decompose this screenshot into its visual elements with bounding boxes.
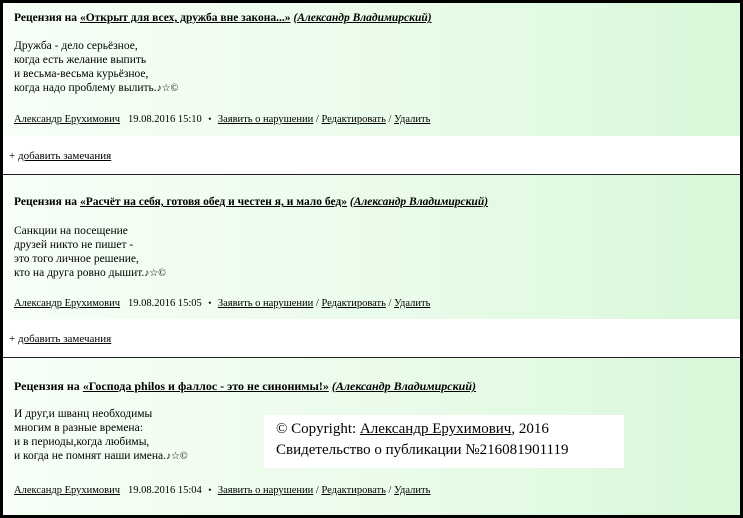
report-violation-link[interactable]: Заявить о нарушении xyxy=(217,485,314,496)
work-author-link[interactable]: (Александр Владимирский) xyxy=(331,379,477,393)
work-title-link[interactable]: «Господа philos и фаллос - это не синонимы!» xyxy=(82,379,329,393)
link-separator: / xyxy=(313,298,322,309)
review-prefix: Рецензия на xyxy=(14,12,80,24)
link-separator: / xyxy=(385,298,395,309)
work-author-link[interactable]: (Александр Владимирский) xyxy=(349,196,489,208)
review-header xyxy=(14,379,476,394)
bullet-separator: • xyxy=(208,114,212,124)
copyright-year: , 2016 xyxy=(511,421,549,437)
review-header xyxy=(14,196,488,208)
review-text xyxy=(14,224,166,281)
poem-line: Санкции на посещение xyxy=(14,225,128,237)
delete-link[interactable]: Удалить xyxy=(394,485,431,496)
edit-link[interactable]: Редактировать xyxy=(321,298,386,309)
report-violation-link[interactable]: Заявить о нарушении xyxy=(217,114,314,125)
copyright-box xyxy=(264,415,624,468)
review-card xyxy=(3,175,740,319)
edit-link[interactable]: Редактировать xyxy=(321,114,386,125)
poem-line: и когда не помнят наши имена.♪☆© xyxy=(14,450,188,462)
delete-link[interactable]: Удалить xyxy=(394,114,431,125)
poem-line: когда надо проблему вылить.♪☆© xyxy=(14,82,179,94)
add-remark-bar xyxy=(3,319,740,358)
review-text xyxy=(14,407,188,464)
add-remark-label[interactable]: добавить замечания xyxy=(17,150,112,162)
report-violation-link[interactable]: Заявить о нарушении xyxy=(217,298,314,309)
review-datetime: 19.08.2016 15:05 xyxy=(128,298,202,309)
add-remark-link[interactable] xyxy=(9,333,111,345)
review-datetime: 19.08.2016 15:04 xyxy=(128,485,202,496)
link-separator: / xyxy=(313,485,322,496)
poem-line: друзей никто не пишет - xyxy=(14,239,134,251)
copyright-line xyxy=(276,419,624,440)
poem-line: многим в разные времена: xyxy=(14,422,143,434)
link-separator: / xyxy=(385,485,395,496)
copyright-author-link[interactable]: Александр Ерухимович xyxy=(359,421,512,437)
work-title-link[interactable]: «Расчёт на себя, готовя обед и честен я, и мало бед» xyxy=(79,196,347,208)
plus-icon: + xyxy=(9,150,16,162)
link-separator: / xyxy=(313,114,322,125)
work-title-link[interactable]: «Открыт для всех, дружба вне закона...» xyxy=(79,12,291,24)
bullet-separator: • xyxy=(208,485,212,495)
review-footer xyxy=(14,114,430,125)
emoticon-symbols: ♪☆© xyxy=(156,83,179,94)
review-prefix: Рецензия на xyxy=(14,379,83,393)
add-remark-bar xyxy=(3,136,740,175)
bullet-separator: • xyxy=(208,298,212,308)
poem-line: когда есть желание выпить xyxy=(14,54,147,66)
copyright-prefix: © Copyright: xyxy=(276,421,360,437)
review-text xyxy=(14,39,178,96)
review-prefix: Рецензия на xyxy=(14,196,80,208)
reviewer-link[interactable]: Александр Ерухимович xyxy=(14,114,121,125)
add-remark-label[interactable]: добавить замечания xyxy=(17,333,112,345)
review-header xyxy=(14,12,432,24)
poem-line: и весьма-весьма курьёзное, xyxy=(14,68,149,80)
poem-line: и в периоды,когда любимы, xyxy=(14,436,150,448)
link-separator: / xyxy=(385,114,395,125)
delete-link[interactable]: Удалить xyxy=(394,298,431,309)
reviewer-link[interactable]: Александр Ерухимович xyxy=(14,298,121,309)
publication-certificate: Свидетельство о публикации №216081901119 xyxy=(276,442,569,458)
review-datetime: 19.08.2016 15:10 xyxy=(128,114,202,125)
poem-line: И друг,и шванц необходимы xyxy=(14,408,153,420)
review-footer xyxy=(14,298,430,309)
review-footer xyxy=(14,485,430,496)
poem-line: кто на друга ровно дышит.♪☆© xyxy=(14,267,166,279)
emoticon-symbols: ♪☆© xyxy=(166,451,188,462)
poem-line: Дружба - дело серьёзное, xyxy=(14,40,138,52)
plus-icon: + xyxy=(9,333,16,345)
work-author-link[interactable]: (Александр Владимирский) xyxy=(293,12,432,24)
poem-line: это того личное решение, xyxy=(14,253,139,265)
add-remark-link[interactable] xyxy=(9,150,111,162)
review-card xyxy=(3,3,740,136)
edit-link[interactable]: Редактировать xyxy=(321,485,386,496)
reviewer-link[interactable]: Александр Ерухимович xyxy=(14,485,121,496)
emoticon-symbols: ♪☆© xyxy=(144,268,166,279)
